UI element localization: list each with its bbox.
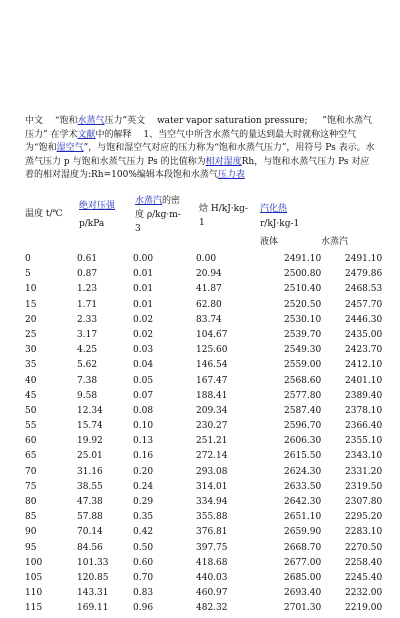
cell-pressure: 4.25 xyxy=(77,345,98,356)
cell-density: 0.07 xyxy=(133,390,154,401)
table-row xyxy=(25,253,395,268)
cell-density: 0.16 xyxy=(133,451,154,462)
table-row xyxy=(25,526,395,541)
cell-density: 0.01 xyxy=(133,269,154,280)
cell-temperature: 90 xyxy=(25,527,37,538)
cell-latent-vapor: 2295.20 xyxy=(345,512,383,523)
cell-latent-vapor: 2258.40 xyxy=(345,557,383,568)
cell-density: 0.42 xyxy=(133,527,154,538)
cell-pressure: 120.85 xyxy=(77,572,109,583)
table-row xyxy=(25,496,395,511)
cell-density: 0.10 xyxy=(133,421,154,432)
cell-latent-vapor: 2245.40 xyxy=(345,572,383,583)
cell-latent-liquid: 2615.50 xyxy=(284,451,322,462)
cell-latent-liquid: 2633.50 xyxy=(284,481,322,492)
table-row xyxy=(25,344,395,359)
table-row xyxy=(25,587,395,602)
cell-pressure: 169.11 xyxy=(77,603,109,614)
cell-temperature: 80 xyxy=(25,497,37,507)
steam-table xyxy=(25,253,395,618)
cell-pressure: 1.23 xyxy=(77,284,98,295)
cell-enthalpy: 397.75 xyxy=(196,542,228,553)
cell-density: 0.01 xyxy=(133,284,154,295)
cell-latent-vapor: 2412.10 xyxy=(345,360,383,371)
cell-latent-liquid: 2624.30 xyxy=(284,466,322,477)
table-row xyxy=(25,359,395,374)
cell-temperature: 75 xyxy=(25,481,37,492)
cell-latent-liquid: 2677.00 xyxy=(284,557,322,568)
cell-enthalpy: 104.67 xyxy=(196,329,228,340)
table-row xyxy=(25,299,395,314)
cell-enthalpy: 230.27 xyxy=(196,421,228,432)
cell-temperature: 40 xyxy=(25,375,37,386)
cell-enthalpy: 440.03 xyxy=(196,572,228,583)
cell-pressure: 0.87 xyxy=(77,269,98,280)
cell-latent-vapor: 2378.10 xyxy=(345,405,383,416)
table-row xyxy=(25,375,395,390)
cell-pressure: 84.56 xyxy=(77,542,103,553)
cell-enthalpy: 460.97 xyxy=(196,588,228,599)
cell-density: 0.05 xyxy=(133,375,154,386)
cell-pressure: 57.88 xyxy=(77,512,103,523)
cell-temperature: 105 xyxy=(25,572,43,583)
cell-temperature: 0 xyxy=(25,254,31,264)
cell-temperature: 65 xyxy=(25,451,37,462)
table-row xyxy=(25,329,395,344)
cell-temperature: 55 xyxy=(25,421,37,432)
cell-pressure: 12.34 xyxy=(77,405,103,416)
cell-temperature: 100 xyxy=(25,557,43,568)
cell-latent-vapor: 2479.86 xyxy=(345,269,383,280)
cell-latent-liquid: 2577.80 xyxy=(284,390,322,401)
cell-latent-vapor: 2423.70 xyxy=(345,345,383,356)
cell-enthalpy: 314.01 xyxy=(196,481,228,492)
cell-pressure: 101.33 xyxy=(77,557,109,568)
table-row xyxy=(25,283,395,298)
table-row xyxy=(25,466,395,481)
cell-latent-liquid: 2587.40 xyxy=(284,405,322,416)
table-row xyxy=(25,557,395,572)
cell-density: 0.96 xyxy=(133,603,154,614)
cell-latent-vapor: 2389.40 xyxy=(345,390,383,401)
table-row xyxy=(25,602,395,617)
cell-latent-vapor: 2343.10 xyxy=(345,451,383,462)
cell-enthalpy: 418.68 xyxy=(196,557,228,568)
cell-enthalpy: 0.00 xyxy=(196,254,217,264)
intro-text: 中的解释 1、当空气中所含水蒸气的量达到最大时就称这种空气为“饱和 xyxy=(25,129,357,153)
cell-density: 0.02 xyxy=(133,329,154,340)
cell-pressure: 9.58 xyxy=(77,390,98,401)
cell-density: 0.02 xyxy=(133,314,154,325)
cell-density: 0.50 xyxy=(133,542,154,553)
header-enthalpy-exp: 1 xyxy=(199,218,205,228)
cell-pressure: 19.92 xyxy=(77,436,103,447)
table-row xyxy=(25,542,395,557)
cell-latent-liquid: 2559.00 xyxy=(284,360,322,371)
cell-latent-liquid: 2596.70 xyxy=(284,421,322,432)
cell-latent-vapor: 2435.00 xyxy=(345,329,383,340)
cell-pressure: 15.74 xyxy=(77,421,103,432)
cell-density: 0.01 xyxy=(133,299,154,310)
header-density-unit-exp: 3 xyxy=(135,224,141,234)
cell-latent-liquid: 2500.80 xyxy=(284,269,322,280)
cell-temperature: 70 xyxy=(25,466,37,477)
cell-pressure: 143.31 xyxy=(77,588,109,599)
cell-temperature: 115 xyxy=(25,603,43,614)
cell-latent-liquid: 2568.60 xyxy=(284,375,322,386)
cell-enthalpy: 209.34 xyxy=(196,405,228,416)
cell-density: 0.08 xyxy=(133,405,154,416)
header-liquid: 液体 xyxy=(260,237,279,247)
cell-temperature: 45 xyxy=(25,390,37,401)
cell-enthalpy: 293.08 xyxy=(196,466,228,477)
header-vapor: 水蒸汽 xyxy=(321,237,349,247)
cell-density: 0.60 xyxy=(133,557,154,568)
cell-latent-vapor: 2319.50 xyxy=(345,481,383,492)
cell-latent-vapor: 2219.00 xyxy=(345,603,383,614)
cell-density: 0.35 xyxy=(133,512,154,523)
intro-text: ”，与饱和湿空气对应的压力称为“饱和水蒸气压力”，用符号 Ps 表示。水蒸气压力 p 与饱和水蒸气压力 Ps 的比值称为 xyxy=(25,143,375,167)
cell-latent-vapor: 2283.10 xyxy=(345,527,383,538)
intro-link[interactable]: 文献 xyxy=(77,129,96,140)
cell-pressure: 38.55 xyxy=(77,481,103,492)
table-row xyxy=(25,390,395,405)
cell-temperature: 50 xyxy=(25,405,37,416)
cell-pressure: 2.33 xyxy=(77,314,98,325)
cell-enthalpy: 376.81 xyxy=(196,527,228,538)
cell-latent-vapor: 2446.30 xyxy=(345,314,383,325)
cell-temperature: 30 xyxy=(25,345,37,356)
cell-latent-liquid: 2606.30 xyxy=(284,436,322,447)
cell-latent-vapor: 2468.53 xyxy=(345,284,383,295)
cell-enthalpy: 125.60 xyxy=(196,345,228,356)
intro-paragraph xyxy=(25,115,377,183)
cell-temperature: 60 xyxy=(25,436,37,447)
cell-temperature: 10 xyxy=(25,284,37,295)
cell-latent-vapor: 2366.40 xyxy=(345,421,383,432)
cell-enthalpy: 20.94 xyxy=(196,269,222,280)
table-row xyxy=(25,268,395,283)
cell-enthalpy: 272.14 xyxy=(196,451,228,462)
cell-enthalpy: 355.88 xyxy=(196,512,228,523)
cell-latent-liquid: 2651.10 xyxy=(284,512,322,523)
cell-density: 0.13 xyxy=(133,436,154,447)
cell-temperature: 35 xyxy=(25,360,37,371)
intro-link[interactable]: 湿空气 xyxy=(56,143,84,153)
cell-temperature: 25 xyxy=(25,329,37,340)
cell-temperature: 15 xyxy=(25,299,37,310)
cell-temperature: 95 xyxy=(25,542,37,553)
table-row xyxy=(25,450,395,465)
cell-pressure: 70.14 xyxy=(77,527,103,538)
cell-density: 0.20 xyxy=(133,466,154,477)
intro-text: Rh，与饱和水蒸气压力 Ps 对应着的相对湿度为:Rh=100%编辑本段饱和水蒸气 xyxy=(25,156,370,180)
cell-pressure: 3.17 xyxy=(77,329,98,340)
cell-enthalpy: 251.21 xyxy=(196,436,228,447)
header-pressure-link[interactable]: 绝对压强 xyxy=(79,201,116,211)
cell-latent-vapor: 2232.00 xyxy=(345,588,383,599)
cell-latent-liquid: 2530.10 xyxy=(284,314,322,325)
intro-link[interactable]: 压力表 xyxy=(217,170,245,180)
cell-enthalpy: 188.41 xyxy=(196,390,228,401)
cell-latent-vapor: 2401.10 xyxy=(345,375,383,386)
table-row xyxy=(25,511,395,526)
intro-text: 压力”英文 water vapor saturation pressure; ”饱和水蒸气压力” 在学术 xyxy=(25,116,372,140)
cell-pressure: 1.71 xyxy=(77,299,98,310)
cell-enthalpy: 482.32 xyxy=(196,603,228,614)
cell-latent-vapor: 2270.50 xyxy=(345,542,383,553)
intro-text: 中文 “饱和 xyxy=(25,116,78,126)
header-temperature: 温度 t/℃ xyxy=(25,209,63,219)
cell-latent-liquid: 2701.30 xyxy=(284,603,322,614)
header-latent-unit: r/kJ·kg-1 xyxy=(260,219,300,229)
cell-latent-liquid: 2668.70 xyxy=(284,542,322,553)
intro-link[interactable]: 水蒸气 xyxy=(77,116,105,126)
intro-link[interactable]: 相对湿度 xyxy=(205,156,242,167)
cell-latent-liquid: 2642.30 xyxy=(284,497,322,507)
cell-temperature: 110 xyxy=(25,588,43,599)
cell-pressure: 7.38 xyxy=(77,375,98,386)
cell-latent-liquid: 2693.40 xyxy=(284,588,322,599)
cell-enthalpy: 83.74 xyxy=(196,314,222,325)
cell-latent-liquid: 2659.90 xyxy=(284,527,322,538)
cell-pressure: 31.16 xyxy=(77,466,103,477)
cell-pressure: 25.01 xyxy=(77,451,103,462)
cell-latent-liquid: 2491.10 xyxy=(284,254,322,264)
cell-temperature: 5 xyxy=(25,269,31,280)
cell-density: 0.29 xyxy=(133,497,154,507)
cell-pressure: 5.62 xyxy=(77,360,98,371)
cell-enthalpy: 41.87 xyxy=(196,284,222,295)
header-density-unit: 度 ρ/kg·m- xyxy=(135,210,181,220)
cell-enthalpy: 62.80 xyxy=(196,299,222,310)
table-row xyxy=(25,314,395,329)
cell-latent-liquid: 2520.50 xyxy=(284,299,322,310)
cell-temperature: 20 xyxy=(25,314,37,325)
cell-enthalpy: 167.47 xyxy=(196,375,228,386)
cell-pressure: 0.61 xyxy=(77,254,98,264)
cell-density: 0.00 xyxy=(133,254,154,264)
cell-density: 0.83 xyxy=(133,588,154,599)
cell-density: 0.70 xyxy=(133,572,154,583)
cell-enthalpy: 334.94 xyxy=(196,497,228,507)
header-pressure-unit: p/kPa xyxy=(79,219,105,229)
cell-latent-liquid: 2549.30 xyxy=(284,345,322,356)
table-row xyxy=(25,481,395,496)
table-row xyxy=(25,572,395,587)
cell-temperature: 85 xyxy=(25,512,37,523)
cell-density: 0.04 xyxy=(133,360,154,371)
cell-latent-vapor: 2331.20 xyxy=(345,466,383,477)
table-row xyxy=(25,405,395,420)
header-enthalpy: 焓 H/kJ·kg- xyxy=(199,204,248,214)
cell-density: 0.24 xyxy=(133,481,154,492)
cell-latent-vapor: 2307.80 xyxy=(345,497,383,507)
cell-latent-liquid: 2539.70 xyxy=(284,329,322,340)
header-density: 水蒸汽的密 xyxy=(135,196,181,206)
table-row xyxy=(25,435,395,450)
cell-enthalpy: 146.54 xyxy=(196,360,228,371)
cell-latent-liquid: 2510.40 xyxy=(284,284,322,295)
cell-latent-vapor: 2355.10 xyxy=(345,436,383,447)
table-row xyxy=(25,420,395,435)
cell-pressure: 47.38 xyxy=(77,497,103,507)
header-density-link[interactable]: 水蒸汽 xyxy=(135,196,163,206)
cell-density: 0.03 xyxy=(133,345,154,356)
header-latent-link[interactable]: 汽化热 xyxy=(260,204,288,214)
cell-latent-vapor: 2491.10 xyxy=(345,254,383,264)
cell-latent-vapor: 2457.70 xyxy=(345,299,383,310)
cell-latent-liquid: 2685.00 xyxy=(284,572,322,583)
